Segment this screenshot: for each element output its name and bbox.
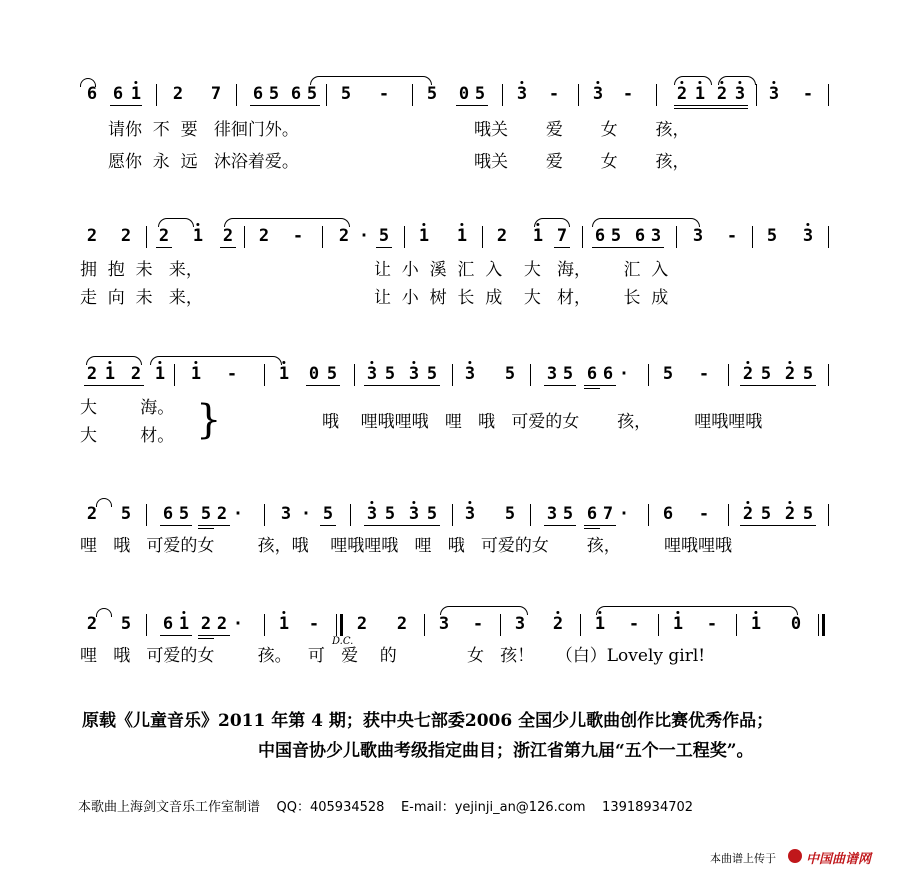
note: 2 bbox=[784, 364, 796, 384]
note: 1 bbox=[456, 226, 468, 246]
notation-row bbox=[0, 222, 900, 252]
note: - bbox=[698, 504, 710, 524]
note: 3 bbox=[734, 84, 746, 104]
note: 1 bbox=[694, 84, 706, 104]
underline bbox=[306, 385, 340, 386]
note: 6 bbox=[586, 364, 598, 384]
underline bbox=[198, 638, 214, 639]
barline bbox=[350, 504, 351, 526]
barline bbox=[828, 226, 829, 248]
note: 2 bbox=[120, 226, 132, 246]
note: 6 bbox=[602, 364, 614, 384]
note: 6 bbox=[594, 226, 606, 246]
note: 2 bbox=[130, 364, 142, 384]
note: - bbox=[726, 226, 738, 246]
note: 2 bbox=[784, 504, 796, 524]
note: 1 bbox=[532, 226, 544, 246]
underline bbox=[364, 385, 440, 386]
barline bbox=[482, 226, 483, 248]
notation-row bbox=[0, 80, 900, 110]
underline bbox=[156, 247, 172, 248]
note: 3 bbox=[802, 226, 814, 246]
underline bbox=[250, 105, 320, 106]
note: 5 bbox=[178, 504, 190, 524]
note: 5 bbox=[562, 504, 574, 524]
underline bbox=[376, 247, 392, 248]
barline bbox=[736, 614, 737, 636]
tie bbox=[224, 218, 350, 227]
barline bbox=[582, 226, 583, 248]
final-barline bbox=[818, 614, 825, 636]
note: 5 bbox=[384, 504, 396, 524]
underline bbox=[160, 635, 192, 636]
publication-note-1: 原载《儿童音乐》2011 年第 4 期；获中央七部委2006 全国少儿歌曲创作比赛优秀作品； bbox=[82, 711, 774, 731]
note: 2 bbox=[552, 614, 564, 634]
note: - bbox=[706, 614, 718, 634]
tie bbox=[310, 76, 432, 85]
note: 3 bbox=[768, 84, 780, 104]
note: 6 bbox=[162, 614, 174, 634]
double-barline bbox=[336, 614, 343, 636]
barline bbox=[578, 84, 579, 106]
barline bbox=[756, 84, 757, 106]
notation-row bbox=[0, 610, 900, 640]
lyric-verse-1: 请你 不 要 徘徊门外。 bbox=[108, 120, 299, 140]
lyric-verse-1: 让 小 溪 汇 入 大 海， 汇 入 bbox=[374, 260, 669, 280]
lyric-verse-2: 大 材。 bbox=[80, 426, 175, 446]
underline bbox=[674, 108, 748, 109]
note: - bbox=[378, 84, 390, 104]
underline bbox=[584, 528, 600, 529]
note: 5 bbox=[426, 504, 438, 524]
note: 3 bbox=[592, 84, 604, 104]
note: 2 bbox=[258, 226, 270, 246]
note: 5 bbox=[474, 84, 486, 104]
underline bbox=[160, 525, 192, 526]
note: 1 bbox=[154, 364, 166, 384]
note: 3 bbox=[438, 614, 450, 634]
note: 6 bbox=[252, 84, 264, 104]
barline bbox=[354, 364, 355, 386]
barline bbox=[146, 226, 147, 248]
note: 6 bbox=[662, 504, 674, 524]
underline bbox=[592, 247, 664, 248]
barline bbox=[236, 84, 237, 106]
notation-row bbox=[0, 500, 900, 530]
lyric-line: 哩 哦 可爱的女 孩。 可 爱 的 女 孩！ （白）Lovely girl! bbox=[80, 646, 706, 666]
note: · bbox=[232, 614, 244, 634]
barline bbox=[452, 364, 453, 386]
barline bbox=[244, 226, 245, 248]
note: - bbox=[628, 614, 640, 634]
note: 2 bbox=[172, 84, 184, 104]
underline bbox=[198, 528, 214, 529]
note: 1 bbox=[278, 364, 290, 384]
barline bbox=[530, 364, 531, 386]
note: 7 bbox=[556, 226, 568, 246]
barline bbox=[580, 614, 581, 636]
note: 1 bbox=[178, 614, 190, 634]
note: 5 bbox=[504, 364, 516, 384]
underline bbox=[220, 247, 236, 248]
note: 5 bbox=[802, 364, 814, 384]
note: 2 bbox=[216, 504, 228, 524]
barline bbox=[828, 504, 829, 526]
note: 1 bbox=[418, 226, 430, 246]
note: 2 bbox=[86, 364, 98, 384]
note: 5 bbox=[378, 226, 390, 246]
lyric-line: 哩 哦 可爱的女 孩，哦 哩哦哩哦 哩 哦 可爱的女 孩， 哩哦哩哦 bbox=[80, 536, 732, 556]
note: - bbox=[622, 84, 634, 104]
underline bbox=[456, 105, 488, 106]
underline bbox=[198, 635, 230, 636]
lyric-verse-2: 让 小 树 长 成 大 材， 长 成 bbox=[374, 288, 669, 308]
note: 3 bbox=[366, 504, 378, 524]
note: 3 bbox=[546, 364, 558, 384]
note: 2 bbox=[396, 614, 408, 634]
underline bbox=[110, 105, 142, 106]
note: 2 bbox=[158, 226, 170, 246]
note: 2 bbox=[86, 226, 98, 246]
note: · bbox=[300, 504, 312, 524]
underline bbox=[740, 385, 816, 386]
note: 0 bbox=[308, 364, 320, 384]
underline bbox=[740, 525, 816, 526]
note: 1 bbox=[104, 364, 116, 384]
note: 2 bbox=[86, 614, 98, 634]
underline bbox=[674, 105, 748, 106]
lyric-verse-1: 哦关 爱 女 孩， bbox=[474, 120, 690, 140]
underline bbox=[84, 385, 144, 386]
barline bbox=[752, 226, 753, 248]
underline bbox=[554, 247, 570, 248]
note: 2 bbox=[716, 84, 728, 104]
note: 2 bbox=[86, 504, 98, 524]
note: 5 bbox=[326, 364, 338, 384]
note: 5 bbox=[610, 226, 622, 246]
barline bbox=[146, 614, 147, 636]
barline bbox=[828, 364, 829, 386]
lyric-verse-2: 愿你 永 远 沐浴着爱。 bbox=[108, 152, 299, 172]
tie bbox=[96, 608, 112, 617]
note: 0 bbox=[790, 614, 802, 634]
barline bbox=[728, 504, 729, 526]
barline bbox=[728, 364, 729, 386]
note: 5 bbox=[504, 504, 516, 524]
note: 5 bbox=[426, 84, 438, 104]
dc-marking: D.C. bbox=[332, 636, 354, 647]
barline bbox=[326, 84, 327, 106]
note: 1 bbox=[594, 614, 606, 634]
barline bbox=[322, 226, 323, 248]
underline bbox=[584, 525, 616, 526]
site-logo-icon bbox=[788, 849, 802, 863]
note: 3 bbox=[516, 84, 528, 104]
note: 2 bbox=[338, 226, 350, 246]
note: 3 bbox=[366, 364, 378, 384]
underline bbox=[544, 385, 576, 386]
lyric-verse-2: 哦关 爱 女 孩， bbox=[474, 152, 690, 172]
note: - bbox=[802, 84, 814, 104]
note: 2 bbox=[200, 614, 212, 634]
note: 6 bbox=[586, 504, 598, 524]
note: 5 bbox=[268, 84, 280, 104]
note: 5 bbox=[562, 364, 574, 384]
note: 1 bbox=[672, 614, 684, 634]
lyric-verse-2: 走 向 未 来， bbox=[80, 288, 203, 308]
barline bbox=[658, 614, 659, 636]
note: 5 bbox=[340, 84, 352, 104]
note: 5 bbox=[120, 504, 132, 524]
note: 2 bbox=[742, 364, 754, 384]
note: 6 bbox=[634, 226, 646, 246]
barline bbox=[264, 504, 265, 526]
underline bbox=[364, 525, 440, 526]
notation-row bbox=[0, 360, 900, 390]
note: 5 bbox=[766, 226, 778, 246]
note: 2 bbox=[222, 226, 234, 246]
note: 1 bbox=[192, 226, 204, 246]
publication-note-2: 中国音协少儿歌曲考级指定曲目；浙江省第九届“五个一工程奖”。 bbox=[258, 741, 754, 761]
note: 0 bbox=[458, 84, 470, 104]
tie bbox=[592, 218, 700, 227]
underline bbox=[584, 388, 600, 389]
note: 3 bbox=[650, 226, 662, 246]
note: - bbox=[548, 84, 560, 104]
underline bbox=[320, 525, 336, 526]
note: - bbox=[472, 614, 484, 634]
note: - bbox=[698, 364, 710, 384]
barline bbox=[502, 84, 503, 106]
tie bbox=[596, 606, 798, 615]
barline bbox=[656, 84, 657, 106]
barline bbox=[500, 614, 501, 636]
note: 7 bbox=[210, 84, 222, 104]
brace-icon: } bbox=[196, 397, 222, 443]
note: 6 bbox=[162, 504, 174, 524]
footer-credit: 本歌曲上海剑文音乐工作室制谱 QQ：405934528 E-mail：yejinji_an@126.com 13918934702 bbox=[78, 800, 694, 815]
note: 3 bbox=[408, 504, 420, 524]
note: 1 bbox=[278, 614, 290, 634]
underline bbox=[584, 385, 616, 386]
barline bbox=[530, 504, 531, 526]
note: 5 bbox=[306, 84, 318, 104]
note: · bbox=[618, 504, 630, 524]
lyric-verse-1: 拥 抱 未 来， bbox=[80, 260, 203, 280]
barline bbox=[452, 504, 453, 526]
barline bbox=[264, 364, 265, 386]
note: 2 bbox=[742, 504, 754, 524]
barline bbox=[146, 504, 147, 526]
note: 1 bbox=[130, 84, 142, 104]
note: 2 bbox=[356, 614, 368, 634]
barline bbox=[424, 614, 425, 636]
note: - bbox=[308, 614, 320, 634]
note: 3 bbox=[464, 504, 476, 524]
note: 1 bbox=[190, 364, 202, 384]
note: 7 bbox=[602, 504, 614, 524]
note: 5 bbox=[426, 364, 438, 384]
barline bbox=[648, 504, 649, 526]
note: · bbox=[232, 504, 244, 524]
tie bbox=[96, 498, 112, 507]
underline bbox=[198, 525, 230, 526]
barline bbox=[648, 364, 649, 386]
barline bbox=[676, 226, 677, 248]
lyric-verse-1: 大 海。 bbox=[80, 398, 175, 418]
note: · bbox=[618, 364, 630, 384]
barline bbox=[264, 614, 265, 636]
barline bbox=[828, 84, 829, 106]
barline bbox=[412, 84, 413, 106]
note: 3 bbox=[408, 364, 420, 384]
note: 2 bbox=[676, 84, 688, 104]
site-logo-text[interactable]: 中国曲谱网 bbox=[806, 852, 872, 867]
note: 5 bbox=[120, 614, 132, 634]
upload-label: 本曲谱上传于 bbox=[710, 852, 776, 865]
barline bbox=[156, 84, 157, 106]
note: 3 bbox=[464, 364, 476, 384]
underline bbox=[544, 525, 576, 526]
note: 6 bbox=[86, 84, 98, 104]
note: 5 bbox=[802, 504, 814, 524]
note: 6 bbox=[112, 84, 124, 104]
note: 3 bbox=[280, 504, 292, 524]
note: 3 bbox=[546, 504, 558, 524]
barline bbox=[404, 226, 405, 248]
note: 2 bbox=[216, 614, 228, 634]
note: 5 bbox=[200, 504, 212, 524]
note: 5 bbox=[662, 364, 674, 384]
note: 5 bbox=[322, 504, 334, 524]
tie bbox=[80, 78, 96, 87]
note: 3 bbox=[514, 614, 526, 634]
note: - bbox=[226, 364, 238, 384]
note: 1 bbox=[750, 614, 762, 634]
barline bbox=[174, 364, 175, 386]
note: 5 bbox=[384, 364, 396, 384]
note: 6 bbox=[290, 84, 302, 104]
note: 5 bbox=[760, 364, 772, 384]
note: 2 bbox=[496, 226, 508, 246]
tie bbox=[150, 356, 282, 365]
note: - bbox=[292, 226, 304, 246]
note: · bbox=[358, 226, 370, 246]
note: 5 bbox=[760, 504, 772, 524]
note: 3 bbox=[692, 226, 704, 246]
lyric-line: 哦 哩哦哩哦 哩 哦 可爱的女 孩， 哩哦哩哦 bbox=[322, 412, 763, 432]
